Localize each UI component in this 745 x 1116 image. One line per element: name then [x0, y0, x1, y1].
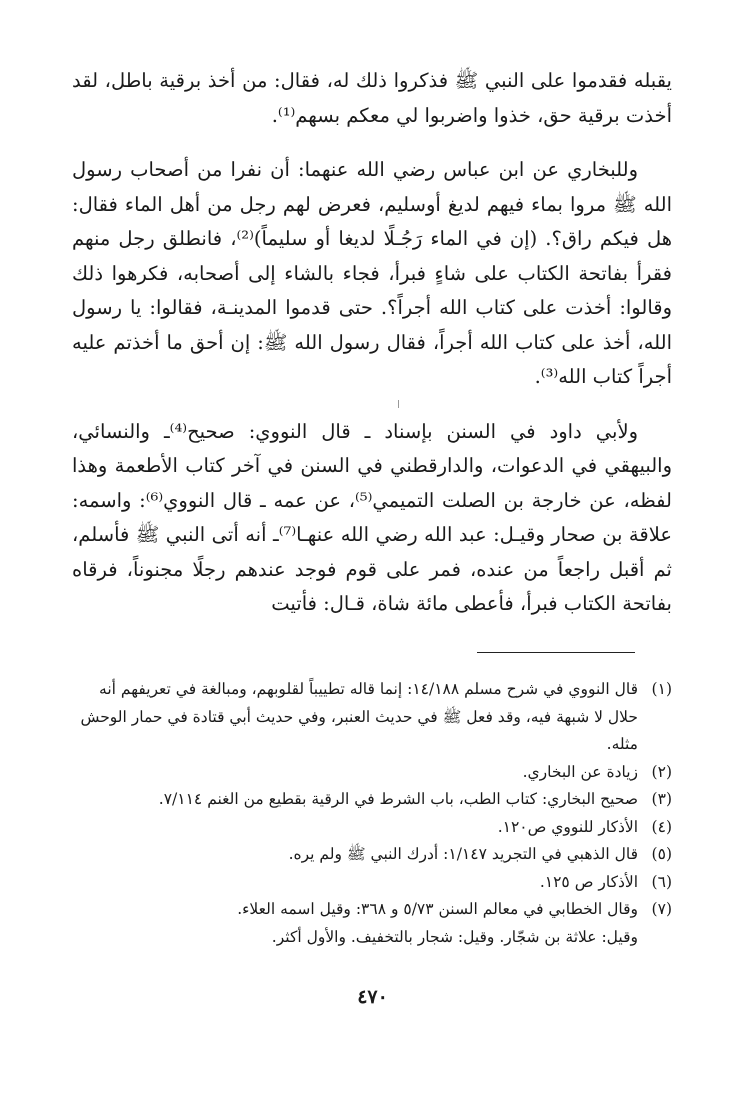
footnote-text: الأذكار للنووي ص١٢٠. — [497, 817, 638, 836]
footnote-4 — [78, 814, 672, 842]
paragraph-3: ولأبي داود في السنن بإسناد ـ قال النووي: صحيح⁽⁴⁾ـ والنسائي، والبيهقي في الدعوات، والدارقطني في السنن في آخر كتاب الأطعمة وهذا لفظه، عن خارجة بن الصلت التميمي⁽⁵⁾، عن عمه ـ قال النووي⁽⁶⁾: واسمه: علاقة بن صحار وقيـل: عبد الله رضي الله عنهـا⁽⁷⁾ـ أنه أتى النبي ﷺ فأسلم، ثم أقبل راجعاً من عنده، فمر على قوم فوجد عندهم رجلًا مجنوناً، فرقاه بفاتحة الكتاب فبرأ، فأعطى مائة شاة، قـال: فأتيت — [72, 419, 672, 615]
footnote-text: قال النووي في شرح مسلم ١٤/١٨٨: إنما قاله تطييباً لقلوبهم، ومبالغة في تعريفهم أنه حلال لا شبهة فيه، وقد فعل ﷺ في حديث العنبر، وفي حديث أبي قتادة في حمار الوحش مثله. — [80, 680, 638, 753]
footnote-number: (٧) — [651, 900, 672, 918]
page-number: ٤٧٠ — [357, 986, 388, 1008]
footnote-number: (٣) — [651, 790, 672, 808]
footnote-6 — [78, 869, 672, 897]
footnote-7 — [78, 896, 672, 924]
main-text — [72, 64, 672, 622]
footnote-7-continuation: وقيل: علاثة بن شجّار. وقيل: شجار بالتخفيف. والأول أكثر. — [271, 927, 638, 946]
footnote-number: (٦) — [651, 872, 672, 891]
footnote-text: قال الذهبي في التجريد ١/١٤٧: أدرك النبي ﷺ ولم يره. — [288, 845, 638, 863]
footnote-number: (٢) — [651, 762, 672, 781]
footnote-text: وقال الخطابي في معالم السنن ٥/٧٣ و ٣٦٨: وقيل اسمه العلاء. — [237, 900, 638, 918]
footnote-5 — [78, 841, 672, 869]
footnote-text: الأذكار ص ١٢٥. — [539, 872, 638, 891]
footnote-separator — [477, 652, 635, 653]
stray-mark — [398, 400, 399, 408]
footnote-number: (٥) — [651, 845, 672, 863]
paragraph-1: يقبله فقدموا على النبي ﷺ فذكروا ذلك له، فقال: من أخذ برقية باطل، لقد أخذت برقية حق، خذوا واضربوا لي معكم بسهم⁽¹⁾. — [72, 69, 672, 127]
footnote-2 — [78, 759, 672, 787]
footnote-1 — [78, 676, 672, 759]
footnote-text: زيادة عن البخاري. — [522, 762, 638, 781]
footnote-number: (١) — [651, 680, 672, 698]
footnotes — [78, 676, 672, 951]
paragraph-2: وللبخاري عن ابن عباس رضي الله عنهما: أن نفرا من أصحاب رسول الله ﷺ مروا بماء فيهم لديغ أوسليم، فعرض لهم رجل من أهل الماء فقال: هل فيكم راق؟. (إن في الماء رَجُـلًا لديغا أو سليماً)⁽²⁾، فانطلق رجل منهم فقرأ بفاتحة الكتاب على شاءٍ فبرأ، فجاء بالشاء إلى أصحابه، فكرهوا ذلك وقالوا: أخذت على كتاب الله أجراً؟. حتى قدموا المدينـة، فقالوا: يا رسول الله، أخذ على كتاب الله أجراً، فقال رسول الله ﷺ: إن أحق ما أخذتم عليه أجراً كتاب الله⁽³⁾. — [72, 158, 672, 388]
footnote-text: صحيح البخاري: كتاب الطب، باب الشرط في الرقية بقطيع من الغنم ٧/١١٤. — [158, 790, 638, 808]
footnote-3 — [78, 786, 672, 814]
footnote-number: (٤) — [651, 817, 672, 836]
